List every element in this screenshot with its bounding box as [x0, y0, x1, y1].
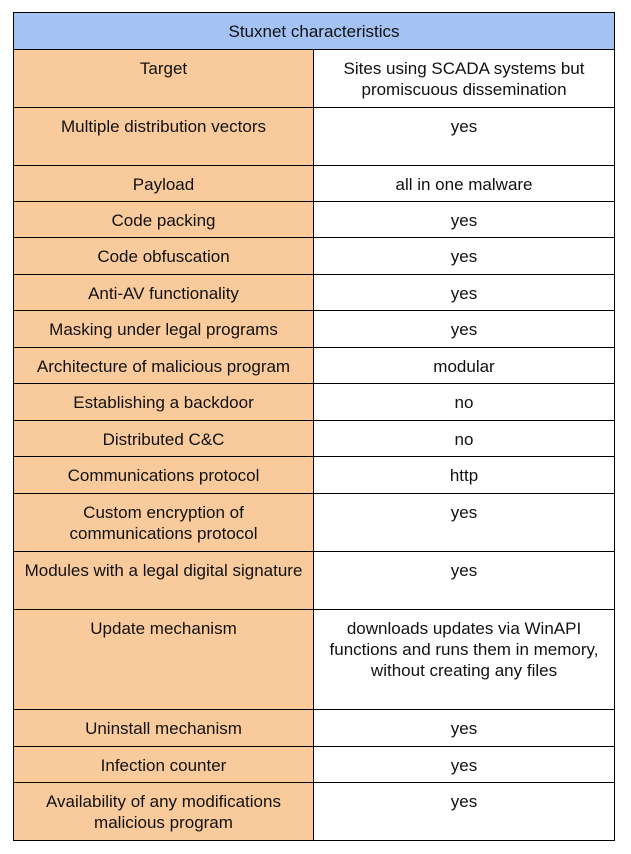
table-row	[14, 421, 615, 457]
row-value: yes	[314, 552, 615, 610]
row-value: modular	[314, 348, 615, 384]
row-label: Architecture of malicious program	[14, 348, 314, 384]
row-value: yes	[314, 783, 615, 841]
row-label: Target	[14, 50, 314, 108]
row-value: http	[314, 457, 615, 494]
stuxnet-characteristics-table	[13, 12, 615, 841]
row-value: no	[314, 384, 615, 421]
row-label: Masking under legal programs	[14, 311, 314, 348]
row-label: Payload	[14, 166, 314, 202]
table-row	[14, 202, 615, 238]
row-value: yes	[314, 202, 615, 238]
row-value: yes	[314, 494, 615, 552]
row-label: Infection counter	[14, 747, 314, 783]
row-label: Uninstall mechanism	[14, 710, 314, 747]
row-value: yes	[314, 747, 615, 783]
row-label: Availability of any modifications malicious program	[14, 783, 314, 841]
table-row	[14, 311, 615, 348]
table-row	[14, 457, 615, 494]
table-row	[14, 50, 615, 108]
row-label: Custom encryption of communications protocol	[14, 494, 314, 552]
table-row	[14, 610, 615, 710]
row-value: yes	[314, 311, 615, 348]
table-row	[14, 384, 615, 421]
row-value: yes	[314, 710, 615, 747]
table-row	[14, 238, 615, 275]
row-value: downloads updates via WinAPI functions and runs them in memory, without creating any files	[314, 610, 615, 710]
row-value: yes	[314, 238, 615, 275]
table-row	[14, 783, 615, 841]
table-row	[14, 494, 615, 552]
row-value: no	[314, 421, 615, 457]
table-row	[14, 348, 615, 384]
row-value: yes	[314, 108, 615, 166]
row-label: Anti-AV functionality	[14, 275, 314, 311]
row-label: Update mechanism	[14, 610, 314, 710]
row-label: Code obfuscation	[14, 238, 314, 275]
table-row	[14, 552, 615, 610]
row-label: Distributed C&C	[14, 421, 314, 457]
table-row	[14, 710, 615, 747]
table-header-row	[14, 13, 615, 50]
table-row	[14, 108, 615, 166]
table-title: Stuxnet characteristics	[14, 13, 615, 50]
row-label: Code packing	[14, 202, 314, 238]
row-value: all in one malware	[314, 166, 615, 202]
row-value: Sites using SCADA systems but promiscuous dissemination	[314, 50, 615, 108]
table-row	[14, 275, 615, 311]
row-label: Modules with a legal digital signature	[14, 552, 314, 610]
table-row	[14, 166, 615, 202]
table-row	[14, 747, 615, 783]
row-value: yes	[314, 275, 615, 311]
row-label: Establishing a backdoor	[14, 384, 314, 421]
row-label: Multiple distribution vectors	[14, 108, 314, 166]
row-label: Communications protocol	[14, 457, 314, 494]
